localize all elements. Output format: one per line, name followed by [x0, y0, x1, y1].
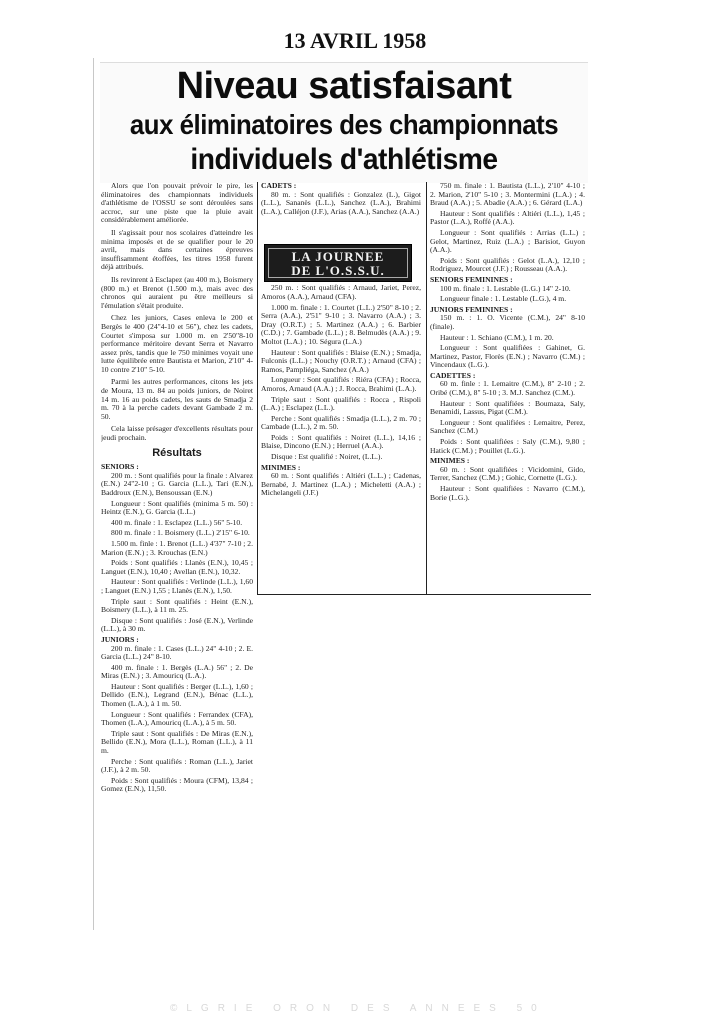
- result-entry: Hauteur : Sont qualifiés : Altiéri (L.L.), 1,45 ; Pastor (L.A.), Roffé (A.A.).: [430, 208, 585, 227]
- result-entry: 250 m. : Sont qualifiés : Arnaud, Jariet, Perez, Amoros (A.A.), Arnaud (CFA).: [261, 283, 421, 301]
- result-entry: Perche : Sont qualifiés : Roman (L.L.), Jariet (J.F.), à 2 m. 50.: [101, 756, 253, 775]
- results-category-heading: SENIORS :: [101, 462, 139, 472]
- result-entry: Longueur : Sont qualifiés (minima 5 m. 50) : Heintz (E.N.), G. Garcia (L.L.): [101, 498, 253, 517]
- results-category-heading: CADETS :: [261, 182, 297, 190]
- intro-text: [101, 182, 253, 443]
- results-category-heading: JUNIORS :: [101, 634, 139, 644]
- headline-block: [100, 62, 588, 183]
- result-entry: 80 m. : Sont qualifiés : Gonzalez (L.), Gigot (L.L.), Sananès (L.L.), Sanchez (L.A.), Brahimi (L.A.), Calléjon (J.F.), Arias (A.A.), Sanchez (A.A.): [261, 189, 421, 216]
- page-date: 13 AVRIL 1958: [283, 28, 427, 53]
- archive-watermark: ©LGRIE ORON DES ANNEES 50: [170, 1003, 546, 1014]
- result-entry: Longueur : Sont qualifiés : Ferrandex (CFA), Thomen (L.A.), Amouricq (L.A.), à 5 m. 50.: [101, 709, 253, 728]
- result-entry: Hauteur : Sont qualifiées : Boumaza, Saly, Benamidi, Lassus, Pigat (C.M.).: [430, 398, 585, 417]
- result-entry: 800 m. finale : 1. Boismery (L.L.) 2'15" 6-10.: [111, 528, 250, 538]
- result-entry: Longueur : Sont qualifiées : Lemaitre, Perez, Sanchez (C.M.): [430, 417, 585, 436]
- badge-frame: [268, 248, 408, 278]
- intro-paragraph: Il s'agissait pour nos scolaires d'atteindre les minima imposés et de se qualifier pour le 20 avril, mais dans certaines épreuves insuffisamment étoffées, les titres 1958 furent déjà attribués.: [101, 227, 253, 272]
- results-category-heading: CADETTES :: [430, 370, 476, 380]
- intro-paragraph: Parmi les autres performances, citons les jets de Moura, 13 m. 84 au poids juniors, de Noiret 14 m. 16 au poids cadets, les sauts de Smadja 2 m. 70 à la perche cadets devant Gambade 2 m. 50.: [101, 377, 253, 421]
- intro-paragraph: Alors que l'on pouvait prévoir le pire, les éliminatoires des championnats individuels d'athlétisme de l'OSSU se sont déroulées sans accroc, sur une piste que la pluie avait considérablement améliorée.: [101, 182, 253, 225]
- result-entry: Disque : Est qualifié : Noiret, (L.L.).: [271, 452, 383, 462]
- result-entry: 100 m. finale : 1. Lestable (L.G.) 14" 2-10.: [440, 283, 571, 293]
- article-column-3: [430, 182, 585, 592]
- bottom-rule: [257, 594, 591, 595]
- headline-line-2: aux éliminatoires des championnats: [129, 109, 559, 140]
- result-entry: 1.500 m. finle : 1. Brenot (L.L.) 4'37" 7-10 ; 2. Marion (E.N.) ; 3. Krouchas (E.N.): [101, 538, 253, 557]
- results-list-1: [101, 463, 253, 794]
- intro-paragraph: Chez les juniors, Cases enleva le 200 et Bergès le 400 (24"4-10 et 56"), chez les cadets, Courtet s'imposa sur 1.000 m. en 2'50"8-10 performance méritoire devant Serra et Navarro assez près, tandis que le 750 minimes voyait une lutte équilibrée entre Bautista et Marion, 2'10" 4-10 contre 2'10" 5-10.: [101, 313, 253, 374]
- result-entry: Longueur finale : 1. Lestable (L.G.), 4 m.: [440, 294, 567, 304]
- result-entry: 200 m. : Sont qualifiés pour la finale : Alvarez (E.N.) 24"2-10 ; G. Garcia (L.L.), Tari (E.N.), Baddroux (E.N.), Bensoussan (E.N.): [101, 470, 253, 497]
- result-entry: Longueur : Sont qualifiés : Riéra (CFA) ; Rocca, Amoros, Arnaud (A.A.) ; J. Rocca, Brahimi (L.A.).: [261, 375, 421, 393]
- headline-line-3: individuels d'athlétisme: [190, 143, 498, 176]
- headline-line-1: Niveau satisfaisant: [176, 65, 512, 107]
- result-entry: Hauteur : Sont qualifiés : Berger (L.L.), 1,60 ; Dellido (E.N.), Legrand (E.N.), Bénac (L.L.), Thomen (L.A.), à 1 m. 50.: [101, 681, 253, 709]
- intro-paragraph: Cela laisse présager d'excellents résultats pour jeudi prochain.: [101, 424, 253, 443]
- results-title: Résultats: [152, 446, 202, 459]
- results-category-heading: JUNIORS FEMININES :: [430, 304, 513, 314]
- result-entry: 60 m. : Sont qualifiés : Altiéri (L.L.) ; Cadenas, Bernabé, J. Martinez (L.A.) ; Micheletti (A.A.) ; Michelangeli (J.F.): [261, 471, 421, 498]
- result-entry: Poids : Sont qualifiés : Moura (CFM), 13,84 ; Gomez (E.N.), 11,50.: [101, 775, 253, 794]
- result-entry: Triple saut : Sont qualifiés : Heint (E.N.), Boismery (L.L.), à 11 m. 25.: [101, 596, 253, 615]
- result-entry: 200 m. finale : 1. Cases (L.L.) 24" 4-10 ; 2. E. Garcia (L.L.) 24" 8-10.: [101, 643, 253, 662]
- result-entry: Hauteur : Sont qualifiés : Verlinde (L.L.), 1,60 ; Languet (E.N.) 1,55 ; Llanès (E.N.), 1,50.: [101, 577, 253, 595]
- result-entry: Poids : Sont qualifiés : Gelot (L.A.), 12,10 ; Rodriguez, Mourcet (J.F.) ; Rousseau (A.A.).: [430, 255, 585, 274]
- result-entry: Hauteur : Sont qualifiés : Blaise (E.N.) ; Smadja, Fulconis (L.L.) ; Nouchy (O.R.T.) ; Arnaud (CFA) ; Ramos, Pampliéga, Sanchez (A.A.): [261, 347, 421, 374]
- results-category-heading: MINIMES :: [430, 456, 470, 466]
- result-entry: 400 m. finale : 1. Bergès (L.A.) 56" ; 2. De Miras (E.N.) ; 3. Amouricq (L.A.).: [101, 662, 253, 681]
- result-entry: Triple saut : Sont qualifiés : De Miras (E.N.), Bellido (E.N.), Mora (L.L.), Roman (L.L.), à 11 m.: [101, 728, 253, 756]
- results-cadets-top: [261, 182, 421, 216]
- result-entry: Disque : Sont qualifiés : José (E.N.), Verlinde (L.L.), à 30 m.: [101, 615, 253, 634]
- result-entry: Longueur : Sont qualifiés : Arrias (L.L.) ; Gelot, Martinez, Ruiz (L.A.) ; Barisiot, Guyon (A.A.).: [430, 227, 585, 255]
- ossu-badge: [264, 244, 412, 282]
- result-entry: Triple saut : Sont qualifiés : Rocca , Rispoli (L.A.) ; Esclapez (L.L.).: [261, 394, 421, 413]
- results-category-heading: MINIMES :: [261, 462, 301, 472]
- intro-paragraph: Ils revinrent à Esclapez (au 400 m.), Boismery (800 m.) et Brenot (1.500 m.), mais avec des chronos qui auraient pu être meilleurs si l'émulation s'était produite.: [101, 274, 253, 310]
- badge-line-1: LA JOURNEE: [291, 249, 385, 264]
- result-entry: 750 m. finale : 1. Bautista (L.L.), 2'10" 4-10 ; 2. Marion, 2'10" 5-10 ; 3. Montermini (L.A.) ; 4. Braud (A.A.) ; 5. Abadie (A.A.) ; 6. Gérard (L.A.): [430, 182, 585, 208]
- result-entry: 400 m. finale : 1. Esclapez (L.L.) 56" 5-10.: [111, 517, 243, 527]
- result-entry: 60 m. : Sont qualifiées : Vicidomini, Gido, Terrer, Sanchez (C.M.) ; Gohic, Cornette (L.G.).: [430, 464, 585, 483]
- result-entry: Hauteur : 1. Schiano (C.M.), 1 m. 20.: [440, 332, 554, 342]
- result-entry: Poids : Sont qualifiés : Noiret (L.L.), 14,16 ; Blaise, Dincono (E.N.) ; Herruel (A.A.).: [261, 432, 421, 451]
- result-entry: Poids : Sont qualifiées : Saly (C.M.), 9,80 ; Hatick (C.M.) ; Pouillet (L.G.).: [430, 437, 585, 455]
- results-list-3: [430, 182, 585, 502]
- result-entry: Perche : Sont qualifiés : Smadja (L.L.), 2 m. 70 ; Cambade (L.L.), 2 m. 50.: [261, 413, 421, 432]
- results-list-2: [261, 284, 421, 498]
- result-entry: Poids : Sont qualifiés : Llanès (E.N.), 10,45 ; Languet (E.N.), 10,40 ; Avellan (E.N.), 10,32.: [101, 558, 253, 576]
- badge-line-2: DE L'O.S.S.U.: [291, 263, 385, 278]
- results-category-heading: SENIORS FEMININES :: [430, 274, 513, 284]
- result-entry: 60 m. finle : 1. Lemaitre (C.M.), 8" 2-10 ; 2. Oribé (C.M.), 8" 5-10 ; 3. M.J. Sanchez (C.M.).: [430, 379, 585, 398]
- column-rule-1: [257, 182, 258, 594]
- result-entry: Hauteur : Sont qualifiées : Navarro (C.M.), Borie (L.G.).: [430, 484, 585, 502]
- result-entry: 1.000 m. finale : 1. Courtet (L.L.) 2'50" 8-10 ; 2. Serra (A.A.), 2'51" 9-10 ; 3. Navarro (A.A.) ; 3. Dray (O.R.T.) ; 5. Martinez (A.A.) ; 6. Barbier (C.D.) ; 7. Gambade (L.L.) ; 8. Belmudès (A.A.) ; 9. Moltot (L.A.) ; 10. Ségura (L.A.): [261, 302, 421, 346]
- column-rule-2: [426, 182, 427, 594]
- article-column-1: [101, 182, 253, 928]
- result-entry: 150 m. : 1. O. Vicente (C.M.), 24" 8-10 (finale).: [430, 313, 585, 331]
- result-entry: Longueur : Sont qualifiées : Gahinet, G. Martinez, Pastor, Florès (E.N.) ; Navarro (C.M.) ; Vincendaux (L.G.).: [430, 343, 585, 370]
